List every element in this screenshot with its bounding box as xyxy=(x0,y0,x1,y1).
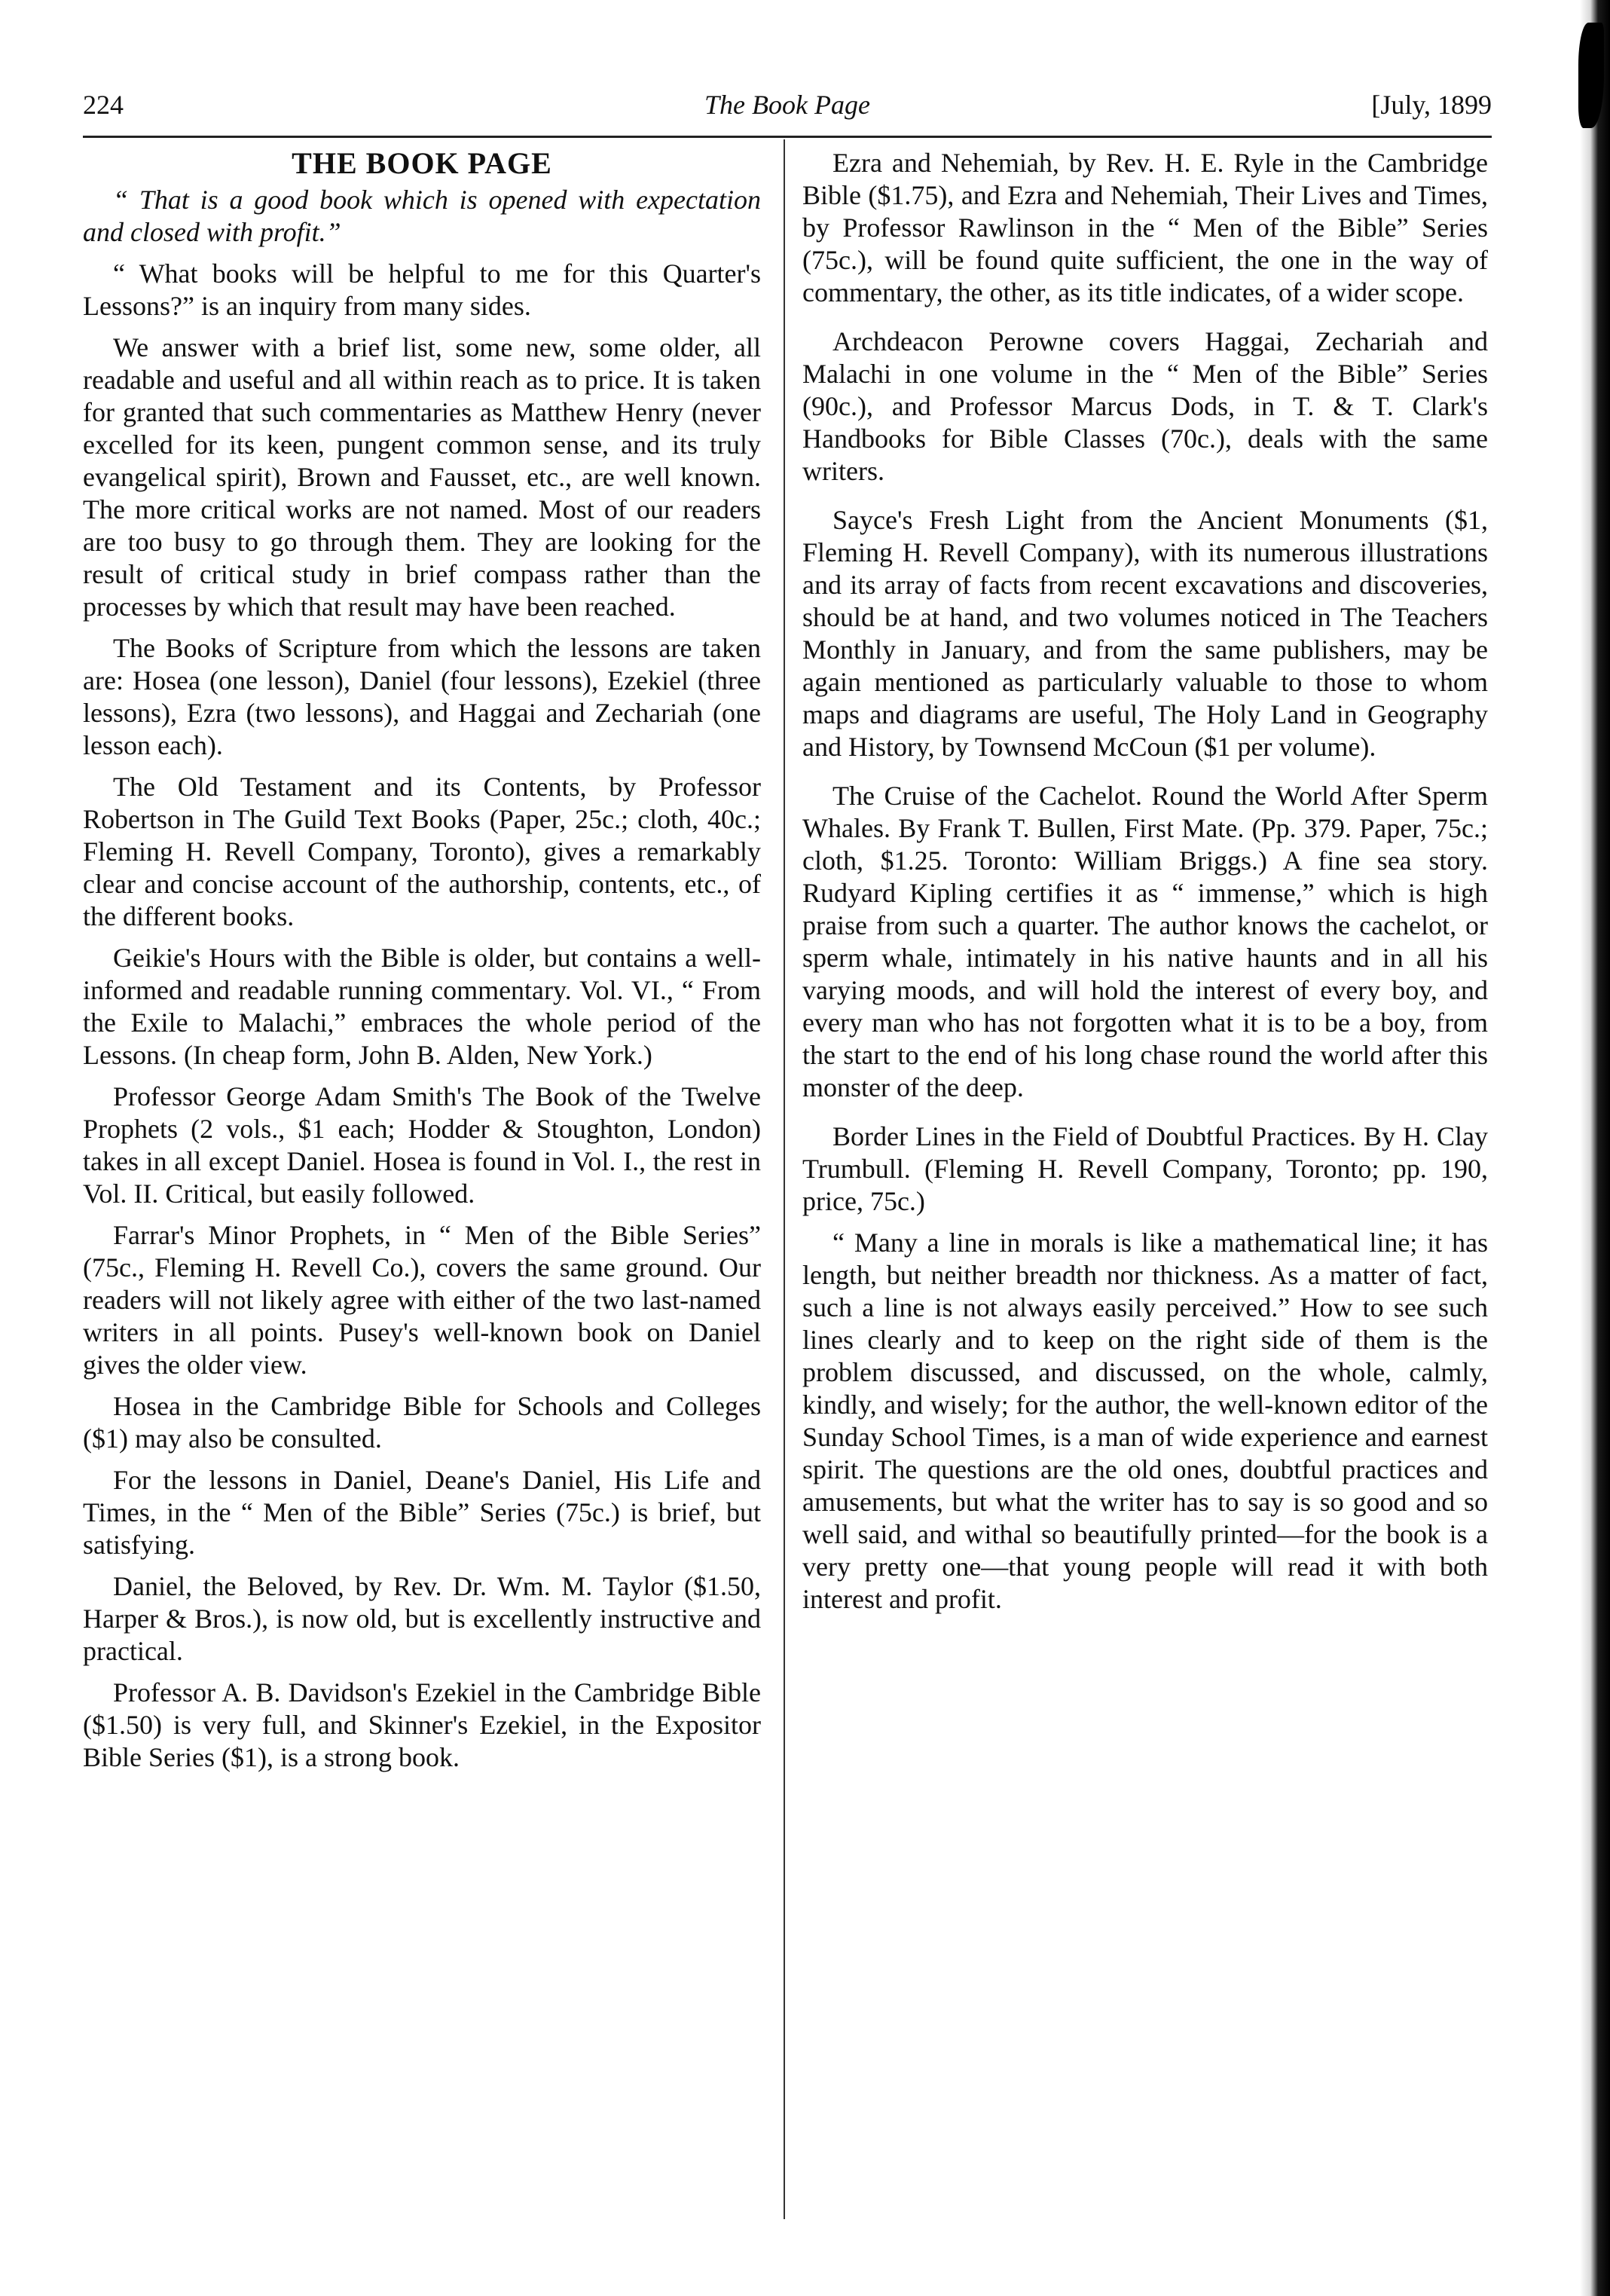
page-number: 224 xyxy=(83,90,124,120)
left-column xyxy=(83,147,761,1783)
book-review: The Cruise of the Cachelot. Round the World After Sperm Whales. By Frank T. Bullen, First Mate. (Pp. 379. Paper, 75c.; cloth, $1.25. Toronto: William Briggs.) A fine sea story. Rudyard Kipling certifies it as “ immense,” which is high praise from such a quarter. The author knows the cachelot, or sperm whale, intimately in his native haunts and in all his varying moods, and will hold the interest of every boy, and every man who has not forgotten what it is to be a boy, from the start to the end of his long chase round the world after this monster of the deep. xyxy=(802,781,1488,1102)
issue-date: [July, 1899 xyxy=(1371,90,1492,120)
book-review-title: Border Lines in the Field of Doubtful Practices. By H. Clay Trumbull. (Fleming H. Revell Company, Toronto; pp. 190, price, 75c.) xyxy=(802,1121,1488,1216)
header-rule xyxy=(83,136,1492,138)
paragraph: The Books of Scripture from which the lessons are taken are: Hosea (one lesson), Daniel (four lessons), Ezekiel (three lessons), Ezra (two lessons), and Haggai and Zechariah (one lesson each). xyxy=(83,633,761,760)
paragraph: The Old Testament and its Contents, by Professor Robertson in The Guild Text Books (Paper, 25c.; cloth, 40c.; Fleming H. Revell Company, Toronto), gives a remarkably clear and concise account of the authorship, contents, etc., of the different books. xyxy=(83,772,761,931)
running-title: The Book Page xyxy=(704,90,870,120)
paragraph: Hosea in the Cambridge Bible for Schools and Colleges ($1) may also be consulted. xyxy=(83,1391,761,1454)
paragraph: “ What books will be helpful to me for this Quarter's Lessons?” is an inquiry from many sides. xyxy=(83,258,761,321)
right-column xyxy=(802,147,1488,1625)
paragraph: Professor A. B. Davidson's Ezekiel in the Cambridge Bible ($1.50) is very full, and Skinner's Ezekiel, in the Expositor Bible Series ($1), is a strong book. xyxy=(83,1677,761,1772)
paragraph: Sayce's Fresh Light from the Ancient Monuments ($1, Fleming H. Revell Company), with its numerous illustrations and its array of facts from recent excavations and discoveries, should be at hand, and two volumes noticed in The Teachers Monthly in January, and from the same publishers, may be again mentioned as particularly valuable to those to whom maps and diagrams are useful, The Holy Land in Geography and History, by Townsend McCoun ($1 per volume). xyxy=(802,505,1488,762)
paragraph: For the lessons in Daniel, Deane's Daniel, His Life and Times, in the “ Men of the Bible” Series (75c.) is brief, but satisfying. xyxy=(83,1465,761,1560)
book-review: “ Many a line in morals is like a mathematical line; it has length, but neither breadth nor thickness. As a matter of fact, such a line is not always easily perceived.” How to see such lines clearly and to keep on the right side of them is the problem discussed, and discussed, on the whole, calmly, kindly, and wisely; for the author, the well-known editor of the Sunday School Times, is a man of wide experience and earnest spirit. The questions are the old ones, doubtful practices and amusements, but what the writer has to say is so good and so well said, and withal so beautifully printed—for the book is a very pretty one—that young people will read it with both interest and profit. xyxy=(802,1227,1488,1614)
scan-blot xyxy=(1578,23,1604,128)
column-divider xyxy=(784,139,785,2219)
motto: “ That is a good book which is opened with expectation and closed with profit.” xyxy=(83,185,761,247)
paragraph: Farrar's Minor Prophets, in “ Men of the Bible Series” (75c., Fleming H. Revell Co.), covers the same ground. Our readers will not likely agree with either of the two last-named writers in all points. Pusey's well-known book on Daniel gives the older view. xyxy=(83,1220,761,1380)
paragraph: We answer with a brief list, some new, some older, all readable and useful and all within reach as to price. It is taken for granted that such commentaries as Matthew Henry (never excelled for its keen, pungent common sense, and its truly evangelical spirit), Brown and Fausset, etc., are well known. The more critical works are not named. Most of our readers are too busy to go through them. They are looking for the result of critical study in brief compass rather than the processes by which that result may have been reached. xyxy=(83,332,761,622)
paragraph: Geikie's Hours with the Bible is older, but contains a well-informed and readable running commentary. Vol. VI., “ From the Exile to Malachi,” embraces the whole period of the Lessons. (In cheap form, John B. Alden, New York.) xyxy=(83,943,761,1070)
scan-edge xyxy=(1580,0,1610,2296)
paragraph: Daniel, the Beloved, by Rev. Dr. Wm. M. Taylor ($1.50, Harper & Bros.), is now old, but is excellently instructive and practical. xyxy=(83,1571,761,1666)
section-heading: THE BOOK PAGE xyxy=(292,146,552,180)
paragraph: Archdeacon Perowne covers Haggai, Zechariah and Malachi in one volume in the “ Men of the Bible” Series (90c.), and Professor Marcus Dods, in T. & T. Clark's Handbooks for Bible Classes (70c.), deals with the same writers. xyxy=(802,326,1488,486)
paragraph: Professor George Adam Smith's The Book of the Twelve Prophets (2 vols., $1 each; Hodder & Stoughton, London) takes in all except Daniel. Hosea is found in Vol. I., the rest in Vol. II. Critical, but easily followed. xyxy=(83,1081,761,1209)
paragraph: Ezra and Nehemiah, by Rev. H. E. Ryle in the Cambridge Bible ($1.75), and Ezra and Nehemiah, Their Lives and Times, by Professor Rawlinson in the “ Men of the Bible” Series (75c.), will be found quite sufficient, the one in the way of commentary, the other, as its title indicates, of a wider scope. xyxy=(802,148,1488,307)
running-header xyxy=(83,83,1492,128)
